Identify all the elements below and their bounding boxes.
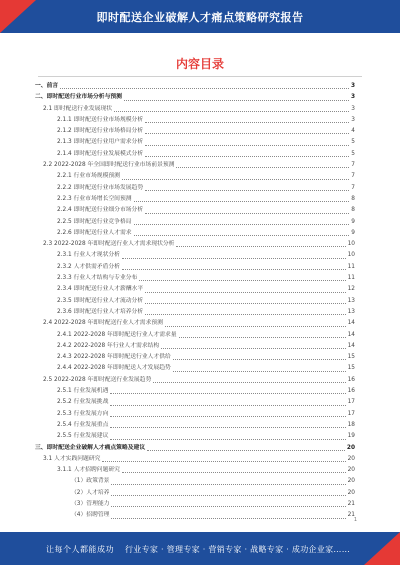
toc-heading: 内容目录 xyxy=(175,57,224,71)
page-number: 1 xyxy=(353,517,357,523)
toc-entry-title: 2.5.4 行业发展重点 xyxy=(57,421,109,428)
toc-entry[interactable] xyxy=(35,352,355,363)
toc-dot-leader xyxy=(173,359,346,360)
toc-entry-page: 13 xyxy=(347,308,355,315)
toc-entry-title: 2.1.2 即时配送行业市场格局分析 xyxy=(57,128,144,135)
toc-entry-page: 10 xyxy=(347,241,355,248)
toc-dot-leader xyxy=(145,292,345,293)
toc-entry[interactable] xyxy=(35,386,355,397)
toc-entry[interactable] xyxy=(35,488,355,499)
toc-dot-leader xyxy=(122,179,349,180)
toc-dot-leader xyxy=(60,88,349,89)
toc-entry-title: （4）招聘管理 xyxy=(71,512,110,519)
toc-dot-leader xyxy=(145,190,349,191)
toc-entry-title: 2.4.3 2022-2028 年即时配送行业人才供给 xyxy=(57,354,171,361)
toc-entry-page: 14 xyxy=(347,342,355,349)
toc-dot-leader xyxy=(134,201,350,202)
toc-entry-page: 15 xyxy=(347,354,355,361)
toc-dot-leader xyxy=(102,461,345,462)
toc-entry-page: 20 xyxy=(347,489,355,496)
report-header-banner xyxy=(0,0,400,33)
toc-entry-page: 8 xyxy=(351,195,355,202)
toc-entry-page: 15 xyxy=(347,365,355,372)
toc-entry[interactable] xyxy=(35,443,355,454)
toc-entry-page: 3 xyxy=(350,83,355,89)
toc-entry-title: 2.4.4 2022-2028 年即时配送人才发展趋势 xyxy=(57,365,171,372)
toc-entry-title: 2.1 即时配送行业发展现状 xyxy=(43,105,113,112)
toc-entry-title: 2.1.3 即时配送行业用户需求分析 xyxy=(57,139,144,146)
toc-dot-leader xyxy=(145,133,349,134)
toc-entry[interactable] xyxy=(35,375,355,386)
toc-dot-leader xyxy=(110,427,345,428)
toc-entry-title: 2.3.1 行业人才现状分析 xyxy=(57,252,120,259)
toc-dot-leader xyxy=(111,484,345,485)
toc-entry-page: 4 xyxy=(351,128,355,135)
toc-entry[interactable] xyxy=(35,115,355,126)
toc-entry-page: 16 xyxy=(347,376,355,383)
toc-entry-title: 2.4 2022-2028 年即时配送行业人才需求预测 xyxy=(43,320,163,327)
toc-dot-leader xyxy=(176,167,349,168)
toc-entry-page: 9 xyxy=(351,218,355,225)
toc-entry-title: 3.1.1 人才招聘问题研究 xyxy=(57,467,120,474)
toc-entry[interactable] xyxy=(35,239,355,250)
toc-dot-leader xyxy=(111,495,345,496)
toc-entry-page: 21 xyxy=(347,512,355,519)
toc-dot-leader xyxy=(110,416,345,417)
toc-entry-page: 20 xyxy=(346,444,355,451)
toc-entry-title: 2.3.2 人才供需矛盾分析 xyxy=(57,263,120,270)
toc-entry-title: 2.2 2022-2028 年全国即时配送行业市场前景预测 xyxy=(43,162,175,169)
toc-entry-page: 7 xyxy=(351,162,355,169)
toc-entry-page: 16 xyxy=(347,388,355,395)
toc-entry-title: 2.4.1 2022-2028 年即时配送行业人才需求量 xyxy=(57,331,177,338)
toc-entry[interactable] xyxy=(35,228,355,239)
toc-entry[interactable] xyxy=(35,160,355,171)
toc-entry[interactable] xyxy=(35,296,355,307)
toc-entry[interactable] xyxy=(35,341,355,352)
toc-entry-page: 3 xyxy=(351,116,355,123)
toc-entry-title: 2.4.2 2022-2028 年行业人才需求结构 xyxy=(57,342,160,349)
toc-entry[interactable] xyxy=(35,137,355,148)
toc-entry-title: 2.1.4 即时配送行业发展模式分析 xyxy=(57,150,144,157)
toc-entry[interactable] xyxy=(35,262,355,273)
toc-entry[interactable] xyxy=(35,330,355,341)
toc-dot-leader xyxy=(111,518,345,519)
toc-dot-leader xyxy=(134,224,350,225)
footer-banner xyxy=(0,532,400,565)
toc-entry-page: 21 xyxy=(347,500,355,507)
toc-entry[interactable] xyxy=(35,363,355,374)
toc-heading-divider xyxy=(38,76,362,77)
toc-dot-leader xyxy=(145,122,349,123)
toc-dot-leader xyxy=(145,303,345,304)
toc-dot-leader xyxy=(153,382,345,383)
toc-entry[interactable] xyxy=(35,397,355,408)
toc-dot-leader xyxy=(111,506,345,507)
toc-dot-leader xyxy=(147,450,345,451)
toc-dot-leader xyxy=(122,472,346,473)
toc-entry[interactable] xyxy=(35,420,355,431)
toc-entry[interactable] xyxy=(35,284,355,295)
toc-entry-title: （2）人才培养 xyxy=(71,489,110,496)
toc-entry-title: （1）政策背景 xyxy=(71,478,110,485)
toc-entry-title: 2.3 2022-2028 年即时配送行业人才需求现状分析 xyxy=(43,241,175,248)
toc-entry-page: 5 xyxy=(351,139,355,146)
toc-entry[interactable] xyxy=(35,273,355,284)
toc-entry-page: 14 xyxy=(347,331,355,338)
toc-entry[interactable] xyxy=(35,510,355,521)
toc-entry-title: 2.2.6 即时配送行业人才需求 xyxy=(57,229,132,236)
toc-entry[interactable] xyxy=(35,250,355,261)
toc-entry-title: 2.2.5 即时配送行业竞争格局 xyxy=(57,218,132,225)
toc-entry-title: 三、即时配送企业破解人才痛点策略及建议 xyxy=(35,444,146,451)
toc-dot-leader xyxy=(122,258,346,259)
toc-entry-title: 2.3.6 即时配送行业人才培养分析 xyxy=(57,308,144,315)
toc-entry-title: 2.2.3 行业市场增长空间预测 xyxy=(57,195,132,202)
toc-entry-title: 3.1 人才实践问题研究 xyxy=(43,455,101,462)
toc-entry[interactable] xyxy=(35,217,355,228)
toc-entry-page: 5 xyxy=(351,150,355,157)
toc-entry-page: 10 xyxy=(347,252,355,259)
toc-entry-page: 7 xyxy=(351,173,355,180)
toc-entry[interactable] xyxy=(35,454,355,465)
toc-entry-page: 18 xyxy=(347,421,355,428)
toc-entry[interactable] xyxy=(35,126,355,137)
toc-dot-leader xyxy=(179,337,346,338)
report-title: 即时配送企业破解人才痛点策略研究报告 xyxy=(96,11,304,24)
toc-entry[interactable] xyxy=(35,431,355,442)
toc-dot-leader xyxy=(176,246,345,247)
toc-dot-leader xyxy=(139,280,345,281)
toc-entry-page: 12 xyxy=(347,286,355,293)
table-of-contents xyxy=(35,81,355,522)
toc-entry[interactable] xyxy=(35,183,355,194)
toc-entry-title: 2.5 2022-2028 年即时配送行业发展趋势 xyxy=(43,376,152,383)
toc-entry[interactable] xyxy=(35,171,355,182)
toc-entry[interactable] xyxy=(35,465,355,476)
toc-dot-leader xyxy=(145,145,349,146)
toc-entry-page: 3 xyxy=(351,105,355,112)
toc-entry-page: 20 xyxy=(347,478,355,485)
toc-entry-page: 20 xyxy=(347,467,355,474)
toc-dot-leader xyxy=(145,314,345,315)
toc-dot-leader xyxy=(161,348,345,349)
toc-entry-page: 8 xyxy=(351,207,355,214)
toc-entry-page: 14 xyxy=(347,320,355,327)
toc-entry[interactable] xyxy=(35,499,355,510)
toc-entry-title: 2.5.5 行业发展建议 xyxy=(57,433,109,440)
toc-dot-leader xyxy=(110,393,345,394)
toc-entry-page: 20 xyxy=(347,455,355,462)
toc-entry-page: 17 xyxy=(347,399,355,406)
toc-entry-title: 2.2.1 行业市场规模预测 xyxy=(57,173,120,180)
toc-entry-page: 7 xyxy=(351,184,355,191)
toc-entry-page: 3 xyxy=(350,94,355,101)
toc-entry[interactable] xyxy=(35,194,355,205)
toc-dot-leader xyxy=(173,371,346,372)
toc-entry-page: 13 xyxy=(347,297,355,304)
toc-entry-title: 2.3.3 行业人才结构与专业分布 xyxy=(57,275,138,282)
toc-entry-title: （3）管理能力 xyxy=(71,500,110,507)
toc-entry-title: 2.2.4 即时配送行业细分市场分析 xyxy=(57,207,144,214)
toc-entry-title: 2.3.5 即时配送行业人才流动分析 xyxy=(57,297,144,304)
toc-entry-title: 2.5.2 行业发展挑战 xyxy=(57,399,109,406)
toc-entry-title: 一、前言 xyxy=(35,83,59,89)
toc-entry-page: 19 xyxy=(347,433,355,440)
toc-dot-leader xyxy=(110,439,345,440)
toc-entry[interactable] xyxy=(35,476,355,487)
toc-dot-leader xyxy=(134,235,350,236)
toc-entry[interactable] xyxy=(35,104,355,115)
toc-dot-leader xyxy=(145,156,349,157)
footer-tags: 行业专家 · 管理专家 · 营销专家 · 战略专家 · 成功企业家…… xyxy=(125,545,351,554)
toc-entry-title: 2.3.4 即时配送行业人才薪酬水平 xyxy=(57,286,144,293)
toc-entry[interactable] xyxy=(35,149,355,160)
toc-dot-leader xyxy=(122,269,346,270)
toc-entry-title: 2.1.1 即时配送行业市场规模分析 xyxy=(57,116,144,123)
toc-entry-title: 2.5.1 行业发展机遇 xyxy=(57,388,109,395)
toc-entry-page: 17 xyxy=(347,410,355,417)
toc-dot-leader xyxy=(114,111,349,112)
toc-entry-title: 2.2.2 即时配送行业市场发展趋势 xyxy=(57,184,144,191)
toc-entry-page: 9 xyxy=(351,229,355,236)
toc-entry-page: 11 xyxy=(347,263,355,270)
footer-slogan: 让每个人都能成功 xyxy=(46,545,114,554)
toc-dot-leader xyxy=(145,213,349,214)
toc-dot-leader xyxy=(124,100,349,101)
toc-entry-title: 二、即时配送行业市场分析与预测 xyxy=(35,94,122,101)
footer-red-corner xyxy=(364,532,400,565)
toc-entry-page: 11 xyxy=(347,275,355,282)
toc-dot-leader xyxy=(165,326,346,327)
toc-entry[interactable] xyxy=(35,409,355,420)
toc-entry[interactable] xyxy=(35,92,355,103)
toc-dot-leader xyxy=(110,405,345,406)
toc-entry[interactable] xyxy=(35,318,355,329)
toc-entry[interactable] xyxy=(35,307,355,318)
toc-entry[interactable] xyxy=(35,81,355,92)
toc-entry[interactable] xyxy=(35,205,355,216)
toc-entry-title: 2.5.3 行业发展方向 xyxy=(57,410,109,417)
